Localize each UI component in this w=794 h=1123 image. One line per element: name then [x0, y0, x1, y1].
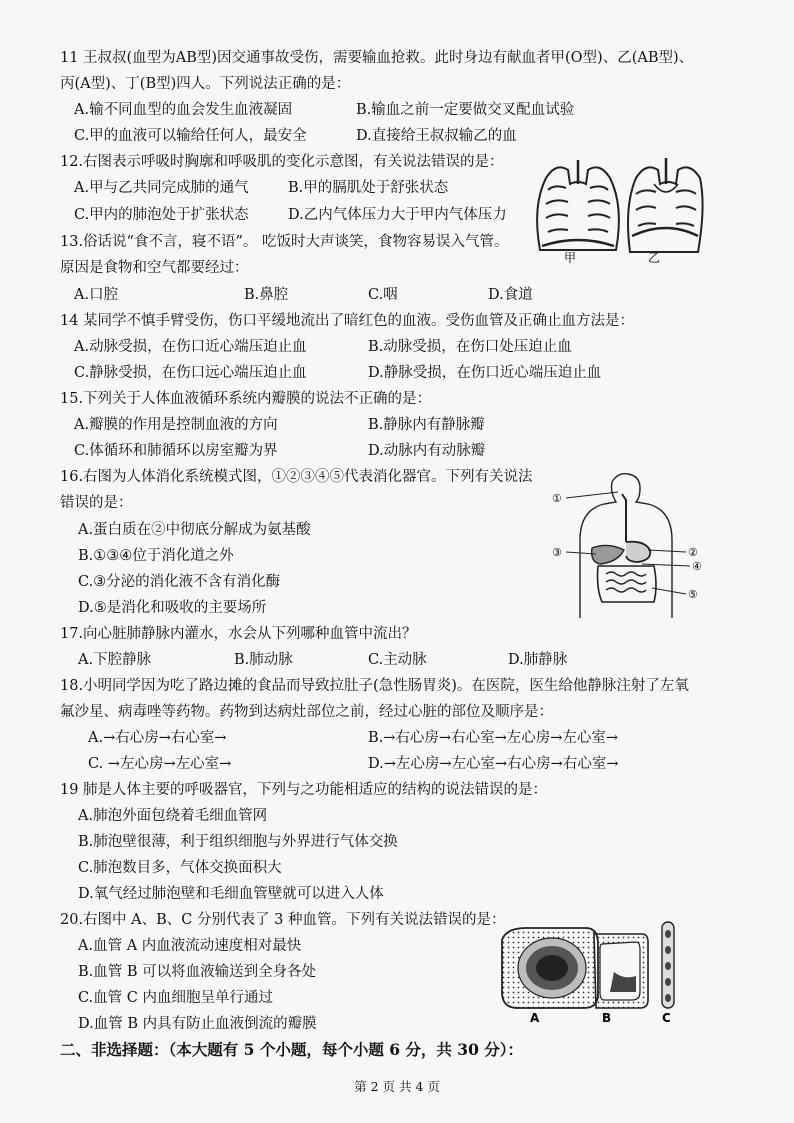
digestive-label-2: ②: [688, 546, 698, 559]
q17-option-c: C.主动脉: [368, 652, 427, 668]
vessel-a: [502, 928, 598, 1008]
thorax-yi: [628, 158, 703, 252]
page-footer: 第 2 页 共 4 页: [354, 1079, 440, 1094]
vessel-label-c: C: [662, 1011, 671, 1024]
q13-option-b: B.鼻腔: [244, 287, 289, 303]
q12-option-a: A.甲与乙共同完成肺的通气: [74, 180, 249, 196]
thorax-label-jia: 甲: [564, 251, 577, 265]
large-intestine: [598, 566, 657, 602]
q13-stem-line1: 13.俗话说“食不言，寝不语”。 吃饭时大声谈笑，食物容易误入气管。: [60, 234, 509, 250]
q18-option-a: A.→右心房→右心室→: [88, 730, 227, 746]
q11-option-d: D.直接给王叔叔输乙的血: [356, 128, 517, 144]
q20-stem: 20.右图中 A、B、C 分别代表了 3 种血管。下列有关说法错误的是：: [60, 912, 506, 928]
q15-option-d: D.动脉内有动脉瓣: [368, 443, 486, 459]
digestive-label-4: ④: [692, 560, 702, 573]
thorax-jia: [537, 160, 619, 250]
vessel-c: [662, 922, 674, 1008]
q17-option-a: A.下腔静脉: [78, 652, 152, 668]
q16-option-a: A.蛋白质在②中彻底分解成为氨基酸: [78, 522, 311, 538]
q15-stem: 15.下列关于人体血液循环系统内瓣膜的说法不正确的是：: [60, 391, 432, 407]
q18-option-d: D.→左心房→左心室→右心房→右心室→: [368, 756, 619, 772]
digestive-label-3: ③: [552, 546, 562, 559]
digestive-system-diagram: [552, 470, 714, 620]
q20-option-b: B.血管 B 可以将血液输送到全身各处: [78, 964, 317, 980]
q19-stem: 19 肺是人体主要的呼吸器官，下列与之功能相适应的结构的说法错误的是：: [60, 782, 548, 798]
q15-option-c: C.体循环和肺循环以房室瓣为界: [74, 443, 278, 459]
q12-option-d: D.乙内气体压力大于甲内气体压力: [288, 207, 507, 223]
q13-stem-line2: 原因是食物和空气都要经过：: [60, 260, 249, 276]
stomach: [626, 542, 650, 562]
q18-option-b: B.→右心房→右心室→左心房→左心室→: [368, 730, 619, 746]
q14-option-c: C.静脉受损，在伤口远心端压迫止血: [74, 365, 307, 381]
q16-stem-line2: 错误的是：: [60, 495, 133, 511]
liver: [592, 545, 624, 564]
q11-option-b: B.输血之前一定要做交叉配血试验: [356, 102, 575, 118]
blood-vessels-diagram: [496, 920, 696, 1024]
q20-option-d: D.血管 B 内具有防止血液倒流的瓣膜: [78, 1016, 317, 1032]
q14-stem: 14 某同学不慎手臂受伤，伤口平缓地流出了暗红色的血液。受伤血管及正确止血方法是：: [60, 313, 635, 329]
q11-option-a: A.输不同血型的血会发生血液凝固: [74, 102, 293, 118]
esophagus: [622, 494, 626, 542]
q20-option-c: C.血管 C 内血细胞呈单行通过: [78, 990, 273, 1006]
q11-option-c: C.甲的血液可以输给任何人，最安全: [74, 128, 307, 144]
q17-stem: 17.向心脏肺静脉内灌水，水会从下列哪种血管中流出？: [60, 626, 417, 642]
q17-option-d: D.肺静脉: [508, 652, 568, 668]
q13-option-d: D.食道: [488, 287, 533, 303]
q18-stem-line2: 氟沙星、病毒唑等药物。药物到达病灶部位之前，经过心脏的部位及顺序是：: [60, 704, 553, 720]
q16-option-d: D.⑤是消化和吸收的主要场所: [78, 600, 267, 616]
q13-option-a: A.口腔: [74, 287, 119, 303]
thorax-label-yi: 乙: [648, 251, 661, 265]
q15-option-b: B.静脉内有静脉瓣: [368, 417, 485, 433]
q14-option-d: D.静脉受损，在伤口近心端压迫止血: [368, 365, 602, 381]
q13-option-c: C.咽: [368, 287, 398, 303]
q18-stem-line1: 18.小明同学因为吃了路边摊的食品而导致拉肚子(急性肠胃炎)。在医院，医生给他静脉注射了左氧: [60, 678, 689, 694]
q16-option-c: C.③分泌的消化液不含有消化酶: [78, 574, 281, 590]
digestive-label-5: ⑤: [688, 588, 698, 601]
q16-stem-line1: 16.右图为人体消化系统模式图，①②③④⑤代表消化器官。下列有关说法: [60, 469, 533, 485]
q18-option-c: C. →左心房→左心室→: [88, 756, 232, 772]
q19-option-b: B.肺泡壁很薄，利于组织细胞与外界进行气体交换: [78, 834, 398, 850]
q12-option-b: B.甲的膈肌处于舒张状态: [288, 180, 449, 196]
q11-stem-line2: 丙(A型)、丁(B型)四人。下列说法正确的是：: [60, 76, 351, 92]
q19-option-c: C.肺泡数目多，气体交换面积大: [78, 860, 282, 876]
q11-stem-line1: 11 王叔叔(血型为AB型)因交通事故受伤，需要输血抢救。此时身边有献血者甲(O型)、乙(AB型)、: [60, 50, 694, 66]
small-intestine: [606, 572, 646, 592]
q17-option-b: B.肺动脉: [234, 652, 293, 668]
digestive-label-1: ①: [552, 492, 562, 505]
thorax-diagram: [526, 150, 706, 266]
vessel-b: [594, 934, 648, 1008]
vessel-label-b: B: [602, 1011, 612, 1024]
vessel-label-a: A: [530, 1011, 540, 1024]
q16-option-b: B.①③④位于消化道之外: [78, 548, 234, 564]
q19-option-a: A.肺泡外面包绕着毛细血管网: [78, 808, 268, 824]
q12-stem: 12.右图表示呼吸时胸廓和呼吸肌的变化示意图，有关说法错误的是：: [60, 154, 504, 170]
q14-option-b: B.动脉受损，在伤口处压迫止血: [368, 339, 572, 355]
q19-option-d: D.氧气经过肺泡壁和毛细血管壁就可以进入人体: [78, 886, 384, 902]
section-2-heading: 二、非选择题：（本大题有 5 个小题，每个小题 6 分，共 30 分）：: [60, 1040, 524, 1059]
q20-option-a: A.血管 A 内血液流动速度相对最快: [78, 938, 302, 954]
q14-option-a: A.动脉受损，在伤口近心端压迫止血: [74, 339, 307, 355]
q12-option-c: C.甲内的肺泡处于扩张状态: [74, 207, 249, 223]
q15-option-a: A.瓣膜的作用是控制血液的方向: [74, 417, 278, 433]
